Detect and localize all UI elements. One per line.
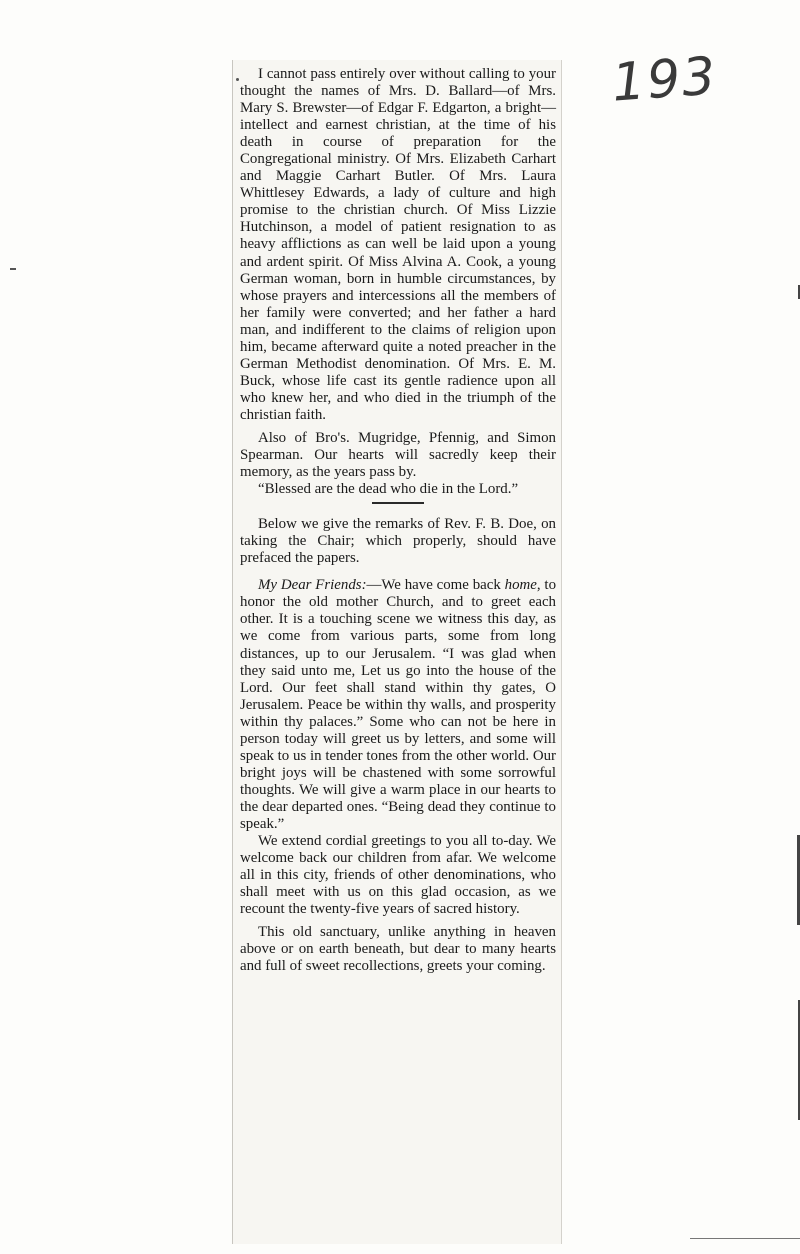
margin-mark [10, 268, 16, 270]
article-paragraph: Also of Bro's. Mugridge, Pfennig, and Simon Spearman. Our hearts will sacredly keep their memory, as the years pass by. [240, 429, 556, 481]
article-paragraph: I cannot pass entirely over without calling to your thought the names of Mrs. D. Ballard—of Mrs. Mary S. Brewster—of Edgar F. Edgarton, a bright—intellect and earnest christian, at the time of his death in course of preparation for the Congregational ministry. Of Mrs. Elizabeth Carhart and Maggie Carhart Butler. Of Mrs. Laura Whittlesey Edwards, a lady of culture and high promise to the christian church. Of Miss Lizzie Hutchinson, a model of patient resignation to as heavy afflictions as can well be laid upon a young and ardent spirit. Of Miss Alvina A. Cook, a young German woman, born in humble circumstances, by whose prayers and intercessions all the members of her family were converted; and her father a hard man, and indifferent to the claims of religion upon him, became afterward quite a noted preacher in the German Methodist denomination. Of Mrs. E. M. Buck, whose life cast its gentle radience upon all who knew her, and who died in the triumph of the christian faith. [240, 66, 556, 423]
article-paragraph: Below we give the remarks of Rev. F. B. Doe, on taking the Chair; which properly, should have prefaced the papers. [240, 516, 556, 567]
speech-paragraph: We extend cordial greetings to you all to-day. We welcome back our children from afar. We welcome all in this city, friends of other denominations, who shall meet with us on this glad occasion, as we recount the twenty-five years of sacred history. [240, 833, 556, 918]
article-column [240, 66, 556, 975]
speech-text: , to honor the old mother Church, and to greet each other. It is a touching scene we witness this day, as we come from various parts, some from long distances, up to our Jerusalem. “I was glad when they said unto me, Let us go into the house of the Lord. Our feet shall stand within thy gates, O Jerusalem. Peace be within thy walls, and prosperity within thy palaces.” Some who can not be here in person today will greet us by letters, and some will speak to us in tender tones from the other world. Our bright joys will be chastened with some sorrowful thoughts. We will give a warm place in our hearts to the dear departed ones. “Being dead they continue to speak.” [240, 577, 557, 832]
speech-paragraph [240, 577, 556, 833]
speech-paragraph: This old sanctuary, unlike anything in heaven above or on earth beneath, but dear to many hearts and full of sweet recollections, greets your coming. [240, 924, 556, 975]
bottom-edge-mark [690, 1238, 800, 1239]
speech-salutation: My Dear Friends: [258, 577, 367, 594]
speech-emphasis: home [504, 577, 537, 594]
section-divider [372, 502, 424, 504]
page-number: 193 [610, 46, 720, 114]
margin-mark [236, 78, 239, 81]
speech-text: —We have come back [366, 577, 505, 594]
scripture-quote: “Blessed are the dead who die in the Lord.” [258, 481, 519, 498]
